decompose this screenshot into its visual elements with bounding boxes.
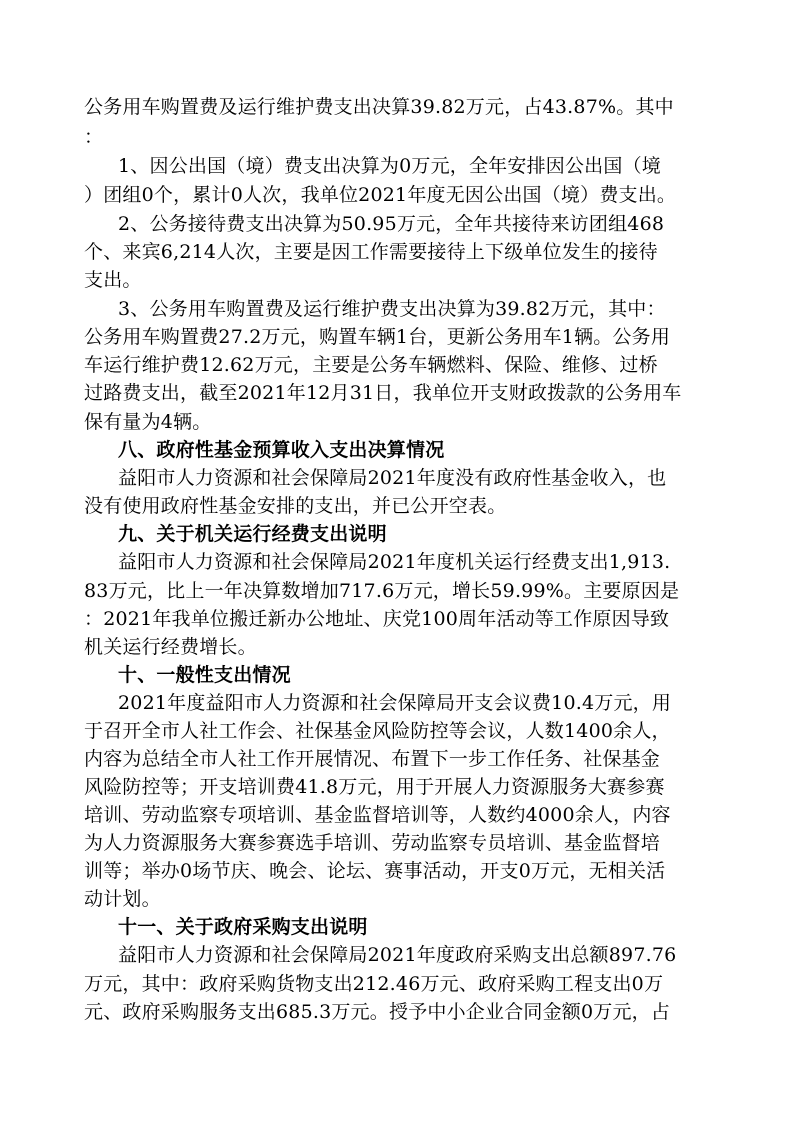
paragraph-line: 1、因公出国（境）费支出决算为0万元，全年安排因公出国（境	[118, 155, 661, 177]
section-heading-11: 十一、关于政府采购支出说明	[118, 916, 368, 938]
paragraph-line: ）团组0个，累计0人次，我单位2021年度无因公出国（境）费支出。	[84, 184, 677, 206]
paragraph-line: 元、政府采购服务支出685.3万元。授予中小企业合同金额0万元，占	[84, 1001, 671, 1023]
paragraph-line: 机关运行经费增长。	[84, 636, 257, 658]
paragraph-line: 2、公务接待费支出决算为50.95万元，全年共接待来访团组468	[118, 213, 665, 235]
paragraph-line: 培训、劳动监察专项培训、基金监督培训等，人数约4000余人，内容	[84, 804, 671, 826]
paragraph-line: 3、公务用车购置费及运行维护费支出决算为39.82万元，其中：	[118, 298, 666, 320]
paragraph-line: ：2021年我单位搬迁新办公地址、庆党100周年活动等工作原因导致	[84, 608, 670, 630]
paragraph-line: 车运行维护费12.62万元，主要是公务车辆燃料、保险、维修、过桥	[84, 354, 658, 376]
section-heading-9: 九、关于机关运行经费支出说明	[118, 523, 387, 545]
paragraph-line: 益阳市人力资源和社会保障局2021年度没有政府性基金收入，也	[118, 467, 667, 489]
paragraph-line: 过路费支出，截至2021年12月31日，我单位开支财政拨款的公务用车	[84, 382, 682, 404]
section-heading-8: 八、政府性基金预算收入支出决算情况	[118, 439, 445, 461]
paragraph-line: 万元，其中：政府采购货物支出212.46万元、政府采购工程支出0万	[84, 973, 664, 995]
paragraph-line: 2021年度益阳市人力资源和社会保障局开支会议费10.4万元，用	[118, 692, 672, 714]
paragraph-line: 风险防控等；开支培训费41.8万元，用于开展人力资源服务大赛参赛	[84, 776, 665, 798]
paragraph-line: 没有使用政府性基金安排的支出，并已公开空表。	[84, 495, 507, 517]
section-heading-10: 十、一般性支出情况	[118, 664, 291, 686]
paragraph-line: 于召开全市人社工作会、社保基金风险防控等会议，人数1400余人，	[84, 720, 671, 742]
paragraph-line: 内容为总结全市人社工作开展情况、布置下一步工作任务、社保基金	[84, 748, 661, 770]
paragraph-line: 为人力资源服务大赛参赛选手培训、劳动监察专员培训、基金监督培	[84, 832, 661, 854]
paragraph-line: 训等；举办0场节庆、晚会、论坛、赛事活动，开支0万元，无相关活	[84, 860, 666, 882]
paragraph-line: 支出。	[84, 269, 142, 291]
paragraph-line: 个、来宾6,214人次，主要是因工作需要接待上下级单位发生的接待	[84, 241, 658, 263]
paragraph-line: 益阳市人力资源和社会保障局2021年度机关运行经费支出1,913.	[118, 551, 671, 573]
paragraph-line: 公务用车购置费27.2万元，购置车辆1台，更新公务用车1辆。公务用	[84, 326, 671, 348]
paragraph-line: 83万元，比上一年决算数增加717.6万元，增长59.99%。主要原因是	[84, 580, 680, 602]
paragraph-line: 保有量为4辆。	[84, 411, 212, 433]
paragraph-line: ：	[84, 126, 104, 148]
paragraph-line: 动计划。	[84, 888, 161, 910]
paragraph-line: 公务用车购置费及运行维护费支出决算39.82万元，占43.87%。其中	[84, 96, 674, 118]
paragraph-line: 益阳市人力资源和社会保障局2021年度政府采购支出总额897.76	[118, 944, 677, 966]
